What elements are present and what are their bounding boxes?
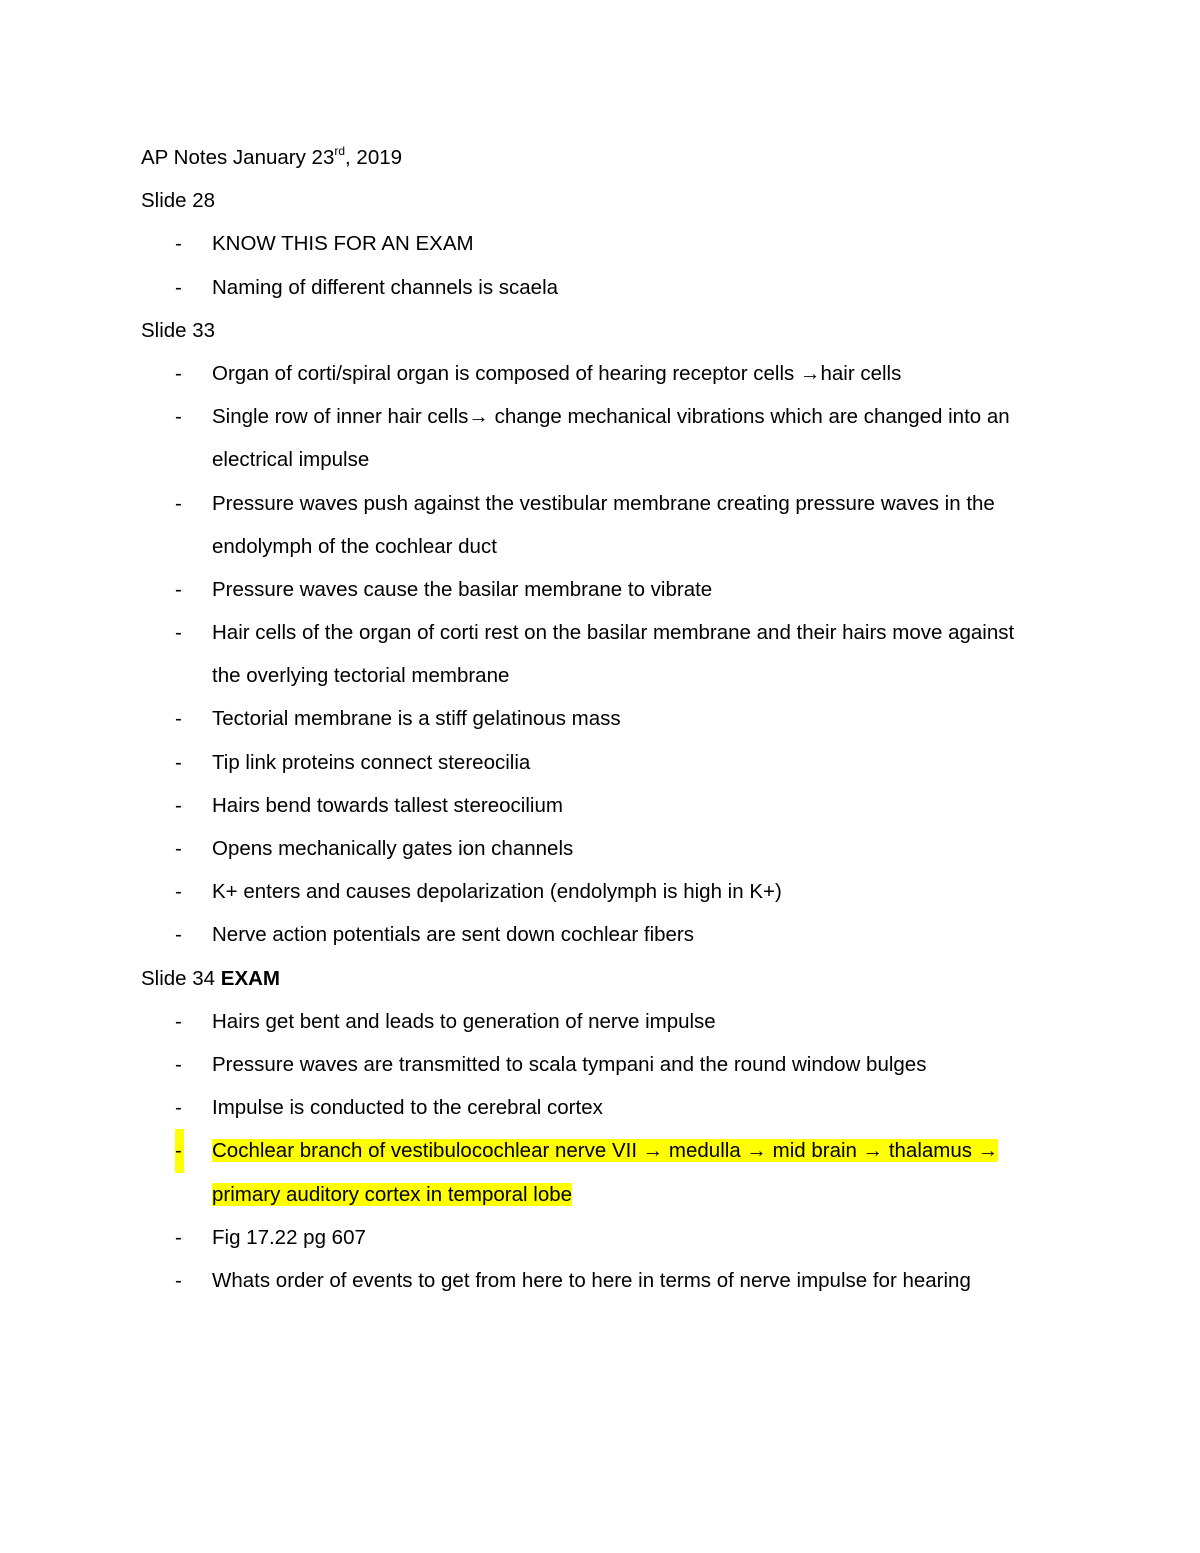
exam-label: EXAM — [220, 966, 281, 990]
list-item — [141, 1000, 1071, 1043]
bullet-dash: - — [175, 1009, 182, 1033]
bullet-dash: - — [175, 491, 182, 515]
document-title — [141, 136, 1071, 179]
bullet-dash: - — [175, 707, 182, 731]
list-item — [141, 395, 1071, 438]
arrow-icon: → — [799, 361, 821, 385]
title-superscript: rd — [334, 144, 346, 158]
bullet-dash: - — [175, 1052, 182, 1076]
bullet-dash: - — [175, 1096, 182, 1120]
arrow-icon: → — [642, 1139, 664, 1163]
list-item-text: Hairs get bent and leads to generation of nerve impulse — [212, 1009, 716, 1033]
list-item-text: Cochlear branch of vestibulocochlear nerve VII — [212, 1139, 643, 1163]
arrow-icon: → — [746, 1139, 767, 1163]
bullet-dash: - — [175, 1268, 182, 1292]
bullet-dash: - — [175, 621, 182, 645]
bullet-dash: - — [175, 275, 182, 299]
list-item-continuation-highlighted — [141, 1173, 1071, 1216]
list-item — [141, 482, 1071, 525]
list-item-text: hair cells — [820, 361, 902, 385]
list-item — [141, 352, 1071, 395]
bullet-dash: - — [175, 1129, 184, 1172]
list-item-text: Fig 17.22 pg 607 — [212, 1225, 366, 1249]
list-item-text: K+ enters and causes depolarization (endolymph is high in K+) — [212, 880, 782, 904]
list-item-text: medulla — [663, 1139, 747, 1163]
list-item — [141, 611, 1071, 654]
highlighted-text — [212, 1139, 998, 1162]
list-item-continuation: the overlying tectorial membrane — [212, 664, 510, 688]
bullet-dash: - — [175, 837, 182, 860]
list-item-text: Impulse is conducted to the cerebral cortex — [212, 1096, 603, 1120]
list-item — [141, 697, 1071, 740]
title-year: , 2019 — [345, 146, 403, 169]
list-item-text: Single row of inner hair cells — [212, 405, 469, 429]
section-heading-text: Slide 34 — [141, 966, 221, 990]
bullet-dash: - — [175, 361, 182, 385]
list-item-highlighted — [141, 1129, 1071, 1172]
list-item — [141, 1259, 1071, 1302]
bullet-dash: - — [175, 577, 182, 601]
list-item-text: Opens mechanically gates ion channels — [212, 837, 574, 860]
list-item — [141, 1086, 1071, 1129]
list-item — [141, 827, 1071, 870]
list-item-text: Organ of corti/spiral organ is composed of hearing receptor cells — [212, 361, 800, 385]
section-heading-slide-28: Slide 28 — [141, 189, 216, 213]
section-heading-slide-33: Slide 33 — [141, 318, 216, 342]
bullet-dash: - — [175, 793, 182, 817]
list-item-text: Pressure waves push against the vestibular membrane creating pressure waves in the — [212, 491, 995, 515]
list-item — [141, 1043, 1071, 1086]
list-item-text: mid brain — [766, 1139, 863, 1163]
list-item-text: Tectorial membrane is a stiff gelatinous mass — [212, 707, 621, 731]
section-heading-slide-34 — [141, 957, 1071, 1000]
arrow-icon: → — [977, 1139, 999, 1163]
list-item — [141, 568, 1071, 611]
list-item — [141, 222, 1071, 265]
list-item — [141, 1216, 1071, 1259]
arrow-icon: → — [862, 1139, 884, 1163]
list-item-text: Hairs bend towards tallest stereocilium — [212, 793, 563, 817]
list-item-text: Naming of different channels is scaela — [212, 275, 559, 299]
list-item-text: change mechanical vibrations which are changed into an — [488, 405, 1010, 429]
list-item — [141, 741, 1071, 784]
list-item — [141, 870, 1071, 913]
list-item — [141, 266, 1071, 309]
list-item-text: Whats order of events to get from here to here in terms of nerve impulse for hearing — [212, 1268, 971, 1292]
list-item-continuation: endolymph of the cochlear duct — [212, 534, 497, 558]
bullet-dash: - — [175, 880, 182, 904]
list-item-text: Hair cells of the organ of corti rest on the basilar membrane and their hairs move against — [212, 621, 1015, 645]
bullet-dash: - — [175, 750, 182, 774]
bullet-dash: - — [175, 923, 182, 947]
bullet-dash: - — [175, 405, 182, 429]
document-body — [141, 136, 1071, 1302]
list-item — [141, 784, 1071, 827]
arrow-icon: → — [468, 405, 489, 429]
bullet-dash: - — [175, 1225, 182, 1249]
list-item-continuation: electrical impulse — [212, 448, 370, 472]
highlighted-text: primary auditory cortex in temporal lobe — [212, 1182, 573, 1206]
bullet-dash: - — [175, 232, 182, 256]
title-text: AP Notes January 23 — [141, 146, 335, 169]
list-item-text: Nerve action potentials are sent down cochlear fibers — [212, 923, 695, 947]
list-item-text: thalamus — [883, 1139, 978, 1163]
list-item-text: KNOW THIS FOR AN EXAM — [212, 232, 474, 256]
list-item-text: Pressure waves are transmitted to scala tympani and the round window bulges — [212, 1052, 927, 1076]
list-item — [141, 913, 1071, 956]
list-item-text: Tip link proteins connect stereocilia — [212, 750, 531, 774]
list-item-text: Pressure waves cause the basilar membrane to vibrate — [212, 577, 713, 601]
